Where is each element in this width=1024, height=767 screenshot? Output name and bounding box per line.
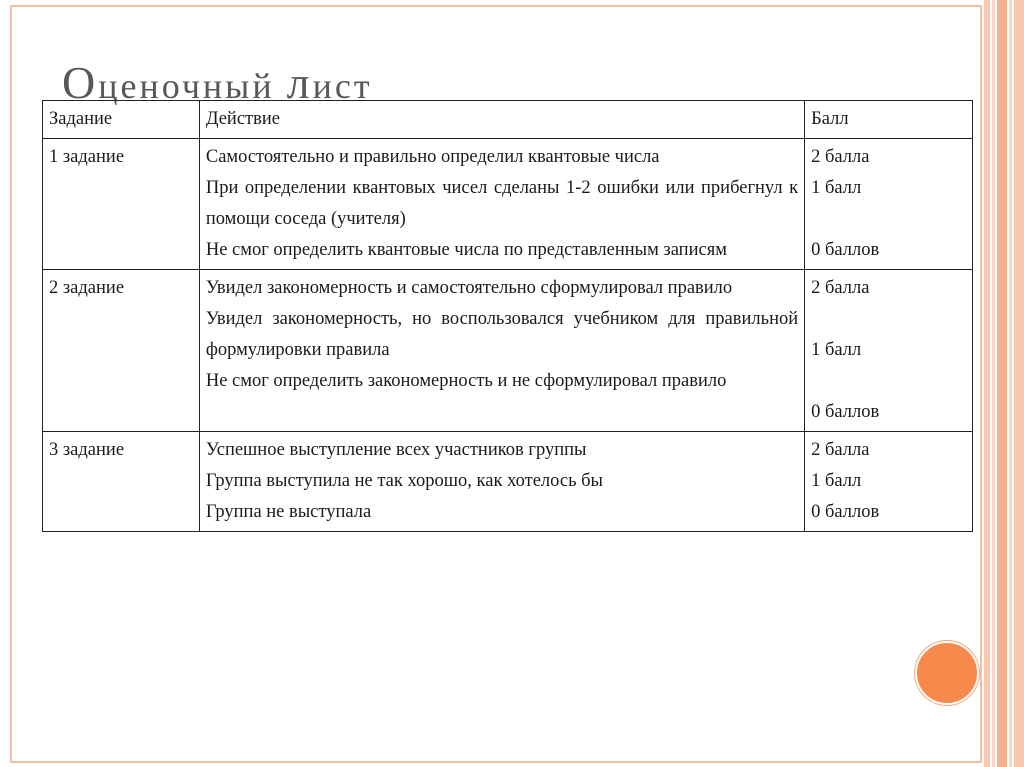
- action-cell: [199, 432, 804, 532]
- action-text: Группа не выступала: [205, 502, 372, 522]
- score-cell: [805, 432, 973, 532]
- score-cell: [805, 139, 973, 270]
- score-text: 0 баллов: [811, 240, 880, 260]
- grading-table: [42, 100, 973, 532]
- header-task: Задание: [43, 101, 200, 139]
- action-cell: [199, 270, 804, 432]
- score-text: 1 балл: [811, 178, 862, 198]
- score-text: 1 балл: [811, 471, 862, 491]
- score-text: 2 балла: [811, 147, 870, 167]
- task-cell: 1 задание: [43, 139, 200, 270]
- score-text: 0 баллов: [811, 502, 880, 522]
- score-text: 1 балл: [811, 340, 862, 360]
- action-text: Не смог определить квантовые числа по представленным записям: [205, 240, 727, 260]
- action-text: Группа выступила не так хорошо, как хотелось бы: [205, 471, 603, 491]
- action-text: Самостоятельно и правильно определил квантовые числа: [205, 147, 660, 167]
- table-row: [43, 139, 973, 270]
- action-text: При определении квантовых чисел сделаны 1-2 ошибки или прибегнул к помощи соседа (учителя): [205, 178, 799, 229]
- action-text: Увидел закономерность и самостоятельно сформулировал правило: [205, 278, 733, 298]
- task-cell: 2 задание: [43, 270, 200, 432]
- action-cell: [199, 139, 804, 270]
- task-cell: 3 задание: [43, 432, 200, 532]
- decorative-circle: [915, 641, 979, 705]
- score-text: 2 балла: [811, 440, 870, 460]
- score-text: 0 баллов: [811, 402, 880, 422]
- header-score: Балл: [805, 101, 973, 139]
- table-row: [43, 270, 973, 432]
- score-text: 2 балла: [811, 278, 870, 298]
- action-text: Увидел закономерность, но воспользовался учебником для правильной формулировки правила: [205, 309, 799, 360]
- action-text: Успешное выступление всех участников группы: [205, 440, 587, 460]
- header-action: Действие: [199, 101, 804, 139]
- page-title: Оценочный лист: [62, 57, 373, 108]
- table-row: [43, 432, 973, 532]
- action-text: Не смог определить закономерность и не сформулировал правило: [205, 371, 727, 391]
- decorative-stripes: [984, 0, 1024, 767]
- score-cell: [805, 270, 973, 432]
- table-header-row: [43, 101, 973, 139]
